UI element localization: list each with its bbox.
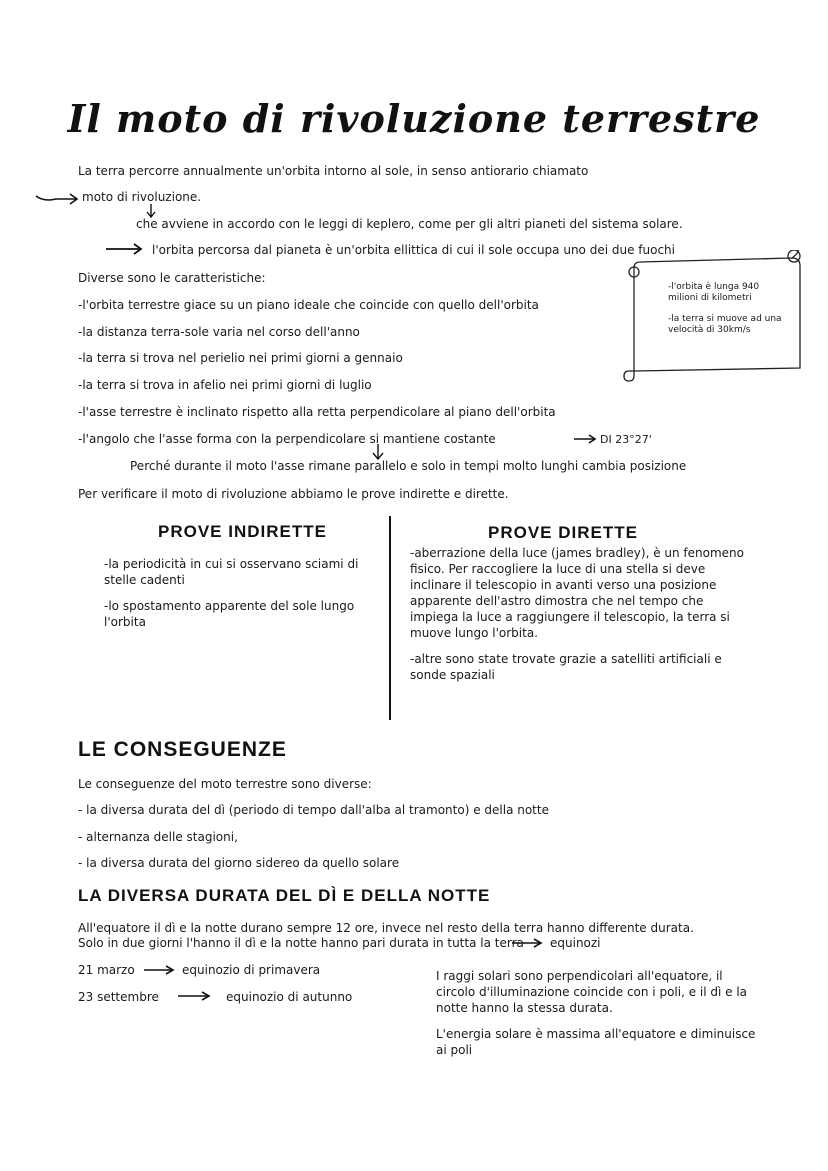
- indirect-proof-item: -la periodicità in cui si osservano sciami di stelle cadenti: [104, 557, 359, 587]
- september-equinox-label: equinozio di autunno: [226, 990, 353, 1004]
- scroll-note-line: -la terra si muove ad una velocità di 30km/s: [668, 314, 782, 335]
- right-arrow-icon: [142, 963, 176, 977]
- page-title: Il moto di rivoluzione terrestre: [67, 96, 761, 141]
- consequence-item: - la diversa durata del giorno sidereo da quello solare: [78, 856, 400, 870]
- right-arrow-icon: [572, 432, 598, 446]
- intro-line-4: l'orbita percorsa dal pianeta è un'orbita ellittica di cui il sole occupa uno dei due fuochi: [152, 243, 675, 257]
- down-arrow-icon: [372, 444, 384, 460]
- day-night-note: L'energia solare è massima all'equatore e diminuisce ai poli: [436, 1027, 756, 1057]
- indirect-proofs-heading: PROVE INDIRETTE: [158, 522, 327, 541]
- indirect-proof-item: -lo spostamento apparente del sole lungo l'orbita: [104, 599, 355, 629]
- proof-intro: Per verificare il moto di rivoluzione abbiamo le prove indirette e dirette.: [78, 487, 509, 501]
- day-night-line-1: All'equatore il dì e la notte durano sempre 12 ore, invece nel resto della terra hanno differente durata.: [78, 921, 694, 935]
- parallel-note: Perché durante il moto l'asse rimane parallelo e solo in tempi molto lunghi cambia posizione: [130, 459, 687, 473]
- day-night-note: I raggi solari sono perpendicolari all'equatore, il circolo d'illuminazione coincide con i poli, e il dì e la notte hanno la stessa durata.: [436, 969, 748, 1015]
- day-night-heading: LA DIVERSA DURATA DEL DÌ E DELLA NOTTE: [78, 886, 491, 905]
- march-equinox-label: equinozio di primavera: [182, 963, 321, 977]
- right-arrow-icon: [510, 936, 544, 950]
- direct-proof-item: -aberrazione della luce (james bradley), è un fenomeno fisico. Per raccogliere la luce di una stella si deve inclinare il telescopio in avanti verso una posizione apparente dell'astro dimostra che nel tempo che impiega la luce a raggiungere il telescopio, la terra si muove lungo l'orbita.: [410, 546, 744, 640]
- consequence-item: - la diversa durata del dì (periodo di tempo dall'alba al tramonto) e della notte: [78, 803, 549, 817]
- right-arrow-icon: [104, 242, 144, 256]
- day-night-right-notes: [436, 968, 756, 1068]
- direct-proofs-list: [410, 545, 750, 693]
- down-arrow-icon: [146, 204, 156, 218]
- characteristic-item: -l'asse terrestre è inclinato rispetto alla retta perpendicolare al piano dell'orbita: [78, 405, 556, 419]
- characteristics-heading: Diverse sono le caratteristiche:: [78, 271, 266, 285]
- intro-line-2: moto di rivoluzione.: [82, 190, 202, 204]
- characteristic-item: -l'angolo che l'asse forma con la perpendicolare si mantiene costante: [78, 432, 496, 446]
- curved-arrow-icon: [34, 190, 80, 206]
- scroll-note: [668, 282, 790, 346]
- consequence-item: - alternanza delle stagioni,: [78, 830, 238, 844]
- direct-proof-item: -altre sono state trovate grazie a satelliti artificiali e sonde spaziali: [410, 652, 722, 682]
- angle-note: DI 23°27': [600, 433, 652, 446]
- characteristic-item: -la terra si trova nel perielio nei primi giorni a gennaio: [78, 351, 403, 365]
- equinozi-label: equinozi: [550, 936, 601, 950]
- characteristic-item: -la distanza terra-sole varia nel corso dell'anno: [78, 325, 360, 339]
- indirect-proofs-list: [104, 556, 366, 640]
- consequences-heading: LE CONSEGUENZE: [78, 738, 287, 761]
- intro-line-3: che avviene in accordo con le leggi di keplero, come per gli altri pianeti del sistema solare.: [136, 217, 683, 231]
- characteristic-item: -la terra si trova in afelio nei primi giorni di luglio: [78, 378, 372, 392]
- scroll-note-line: -l'orbita è lunga 940 milioni di kilometri: [668, 282, 760, 303]
- right-arrow-icon: [176, 989, 212, 1003]
- intro-line-1: La terra percorre annualmente un'orbita intorno al sole, in senso antiorario chiamato: [78, 164, 589, 178]
- column-divider: [389, 516, 391, 720]
- consequences-intro: Le conseguenze del moto terrestre sono diverse:: [78, 777, 372, 791]
- day-night-line-2: Solo in due giorni l'hanno il dì e la notte hanno pari durata in tutta la terra: [78, 936, 524, 950]
- september-date: 23 settembre: [78, 990, 159, 1004]
- march-date: 21 marzo: [78, 963, 135, 977]
- direct-proofs-heading: PROVE DIRETTE: [488, 523, 638, 542]
- characteristic-item: -l'orbita terrestre giace su un piano ideale che coincide con quello dell'orbita: [78, 298, 539, 312]
